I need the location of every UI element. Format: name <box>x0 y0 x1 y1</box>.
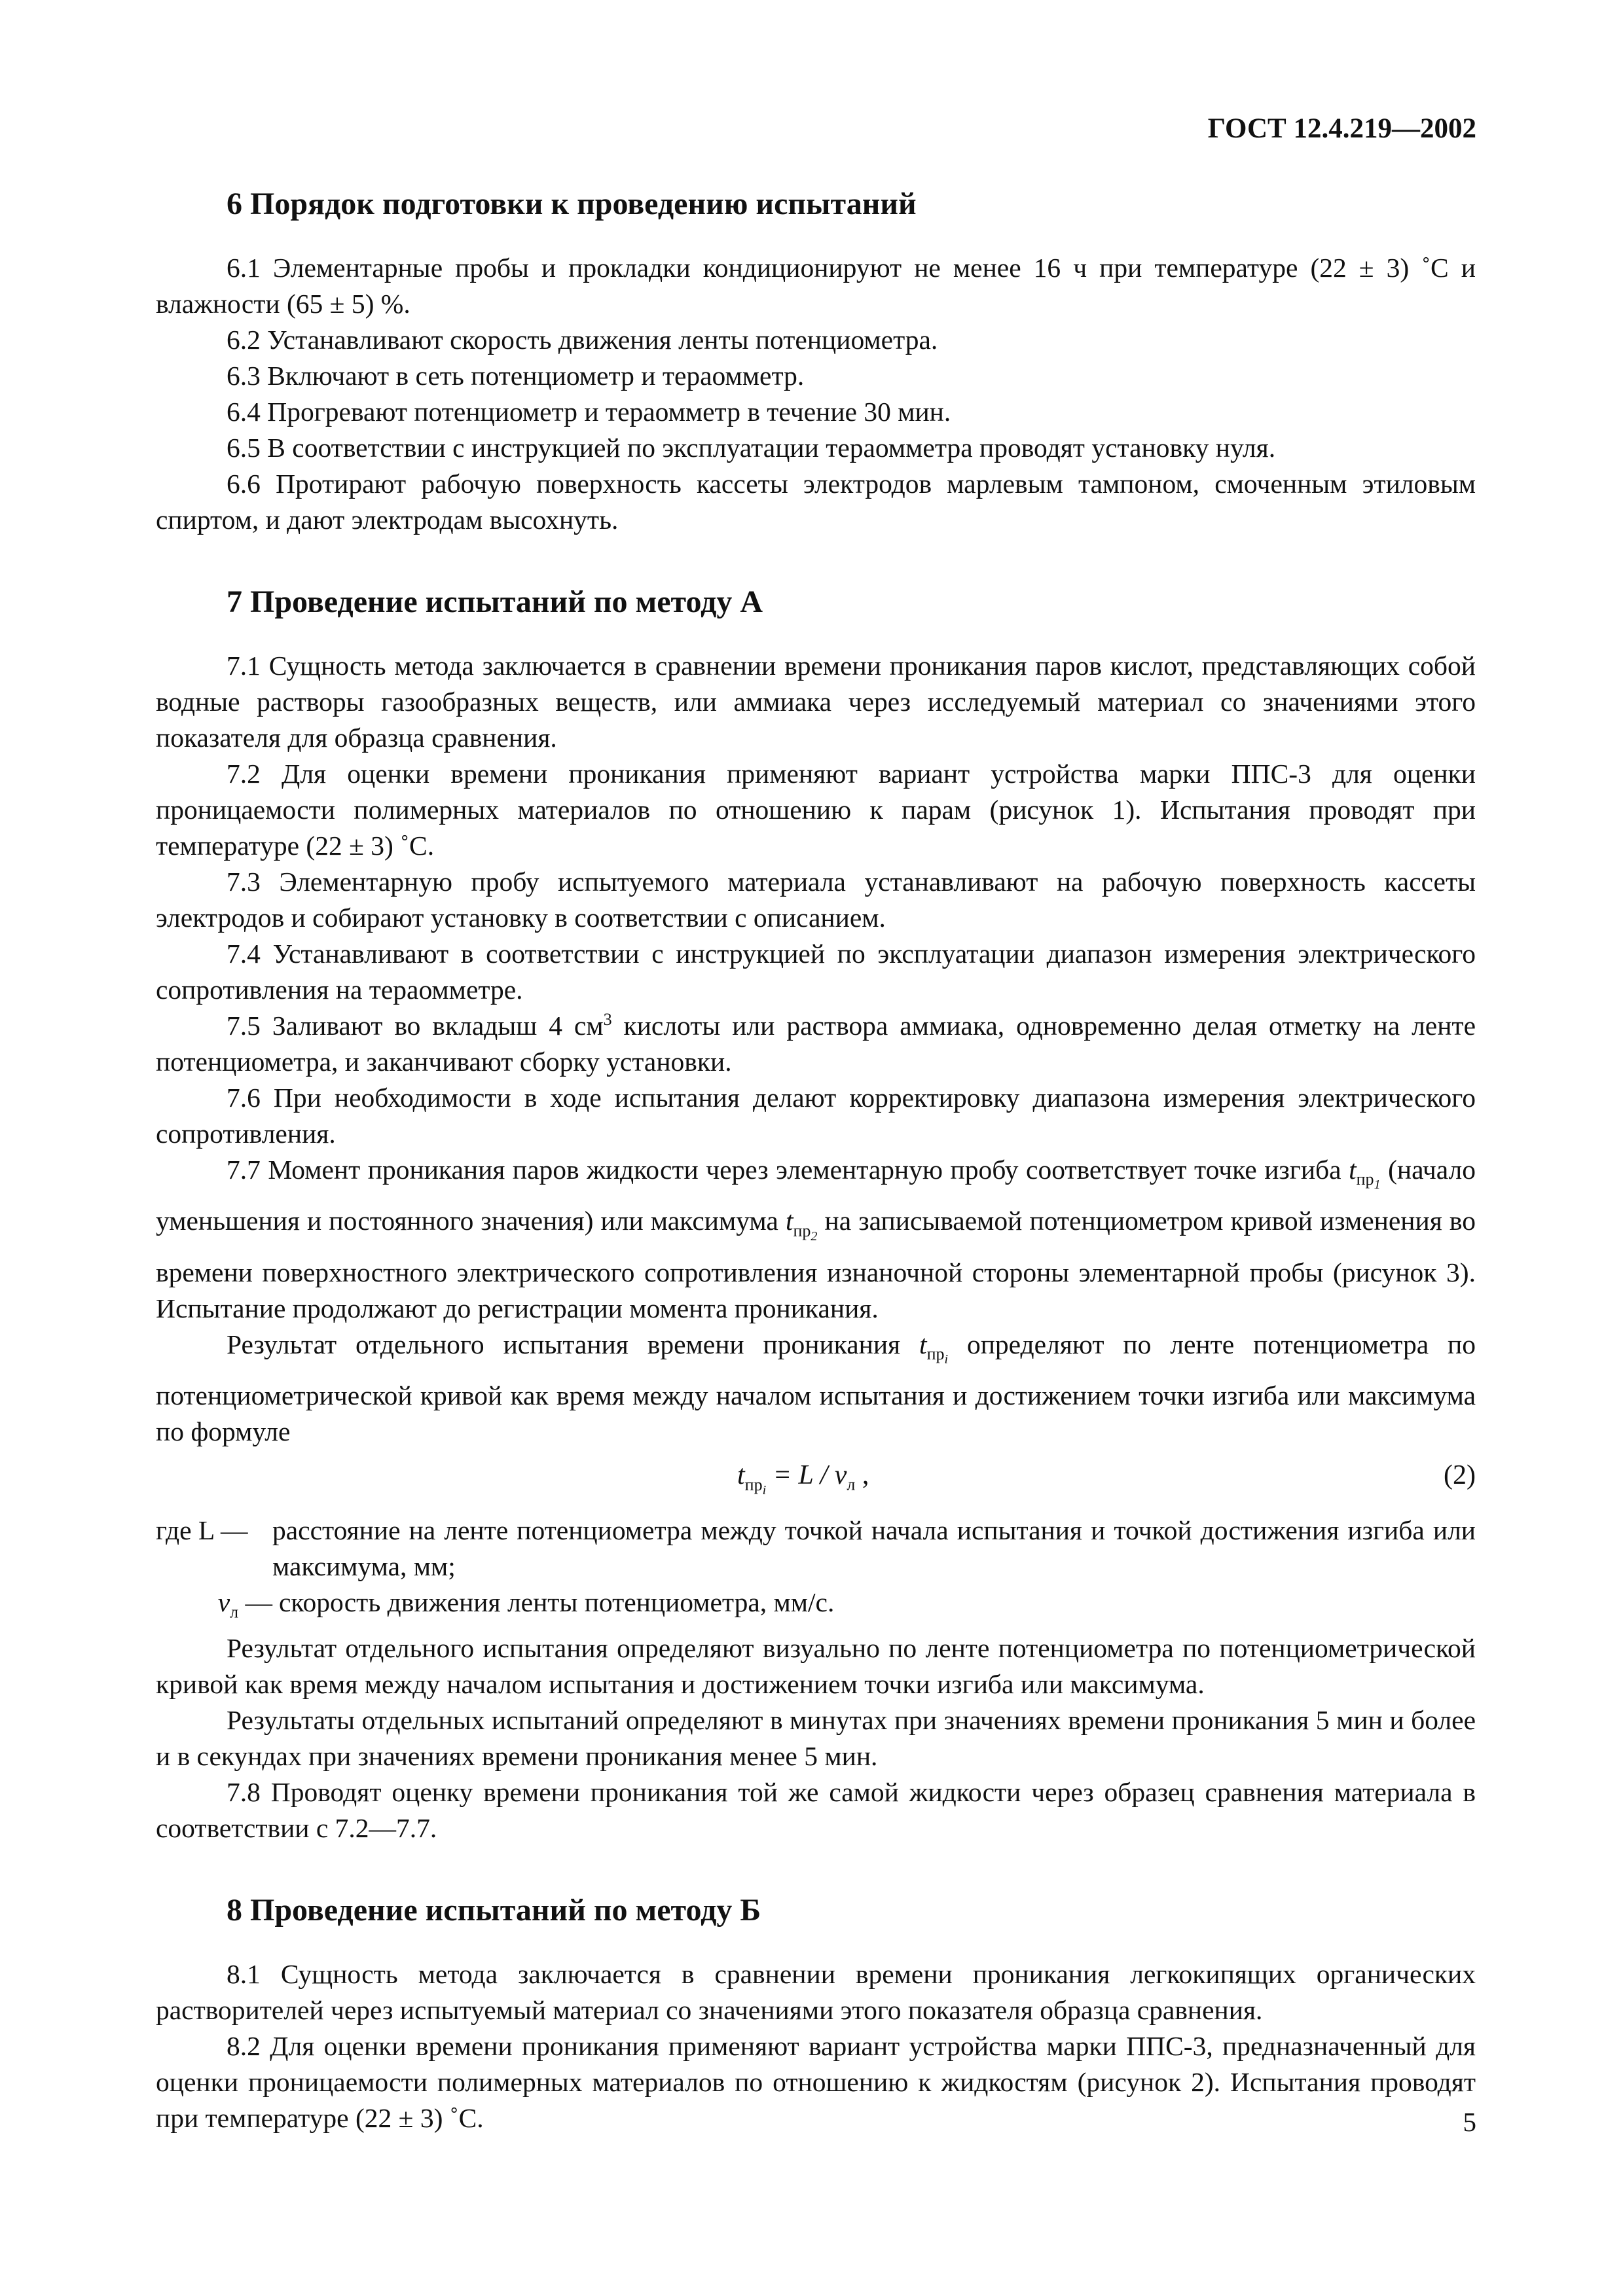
section-8-title: 8 Проведение испытаний по методу Б <box>227 1892 761 1928</box>
paragraph-6-1: 6.1 Элементарные пробы и прокладки кондиционируют не менее 16 ч при температуре (22 ± 3) ˚С и влажности (65 ± 5) %. <box>156 253 1476 319</box>
paragraph-7-2: 7.2 Для оценки времени проникания применяют вариант устройства марки ППС-3 для оценки проницаемости полимерных материалов по отношению к парам (рисунок 1). Испытания проводят при температуре (22 ± 3) ˚С. <box>156 759 1476 861</box>
paragraph-7-7 <box>156 1152 1476 1327</box>
p75-text-b: кислоты или раствора аммиака, одновременно делая отметку на ленте потенциометра, и заканчивают сборку установки. <box>156 1011 1476 1077</box>
t-pr2-symbol: $t_{пр_2}$ <box>785 1206 818 1244</box>
where-item-v <box>156 1585 1476 1630</box>
page-number: 5 <box>1463 2107 1476 2137</box>
p75-superscript: 3 <box>603 1010 612 1030</box>
paragraph-7-6: 7.6 При необходимости в ходе испытания делают корректировку диапазона измерения электрического сопротивления. <box>156 1083 1476 1149</box>
paragraph-7-4: 7.4 Устанавливают в соответствии с инструкцией по эксплуатации диапазон измерения электрического сопротивления на тераомметре. <box>156 939 1476 1005</box>
p75-text-a: 7.5 Заливают во вкладыш 4 см <box>227 1011 604 1041</box>
paragraph-7-8: 7.8 Проводят оценку времени проникания той же самой жидкости через образец сравнения материала в соответствии с 7.2—7.7. <box>156 1776 1476 1843</box>
paragraph-7-3: 7.3 Элементарную пробу испытуемого материала устанавливают на рабочую поверхность кассеты электродов и собирают установку в соответствии с описанием. <box>156 867 1476 933</box>
paragraph-6-2: 6.2 Устанавливают скорость движения ленты потенциометра. <box>227 325 938 355</box>
equation-number: (2) <box>1444 1460 1476 1491</box>
where-item-L <box>156 1513 1476 1585</box>
paragraph-7-1: 7.1 Сущность метода заключается в сравнении времени проникания паров кислот, представляющих собой водные растворы газообразных веществ, или аммиака через исследуемый материал со значениями этого показателя для образца сравнения. <box>156 651 1476 753</box>
p77-text-c: на записываемой потенциометром кривой изменения во времени поверхностного электрического сопротивления изнаночной стороны элементарной пробы (рисунок 3). Испытание продолжают до регистрации момента проникания. <box>156 1206 1476 1323</box>
paragraph-7-5 <box>156 1008 1476 1080</box>
t-pri-symbol: $t_{пр_i}$ <box>919 1329 949 1367</box>
where-desc-L: расстояние на ленте потенциометра между точкой начала испытания и точкой достижения изгиба или максимума, мм; <box>272 1515 1476 1582</box>
paragraph-8-1: 8.1 Сущность метода заключается в сравнении времени проникания легкокипящих органических растворителей через испытуемый материал со значениями этого показателя образца сравнения. <box>156 1958 1476 2025</box>
where-desc-v: скорость движения ленты потенциометра, мм/с. <box>279 1587 835 1618</box>
where-symbol-v: $v_л$ — <box>217 1587 272 1622</box>
t-pr1-symbol: $t_{пр_1}$ <box>1349 1155 1381 1193</box>
p-result-text-b: определяют по ленте потенциометра по потенциометрической кривой как время между началом испытания и достижением точки изгиба или максимума по формуле <box>156 1329 1476 1447</box>
document-code-header: ГОСТ 12.4.219—2002 <box>1207 113 1476 144</box>
paragraph-6-3: 6.3 Включают в сеть потенциометр и тераомметр. <box>227 361 805 391</box>
section-7-title: 7 Проведение испытаний по методу А <box>227 584 763 619</box>
p-result-text-a: Результат отдельного испытания времени проникания <box>227 1329 920 1359</box>
page-content <box>156 185 1476 2136</box>
formula-2 <box>156 1455 1476 1507</box>
paragraph-6-4: 6.4 Прогревают потенциометр и тераомметр в течение 30 мин. <box>227 397 951 427</box>
where-symbol-L: где L — <box>156 1515 248 1546</box>
p77-text-a: 7.7 Момент проникания паров жидкости через элементарную пробу соответствует точке изгиба <box>227 1155 1349 1185</box>
paragraph-units: Результаты отдельных испытаний определяют в минутах при значениях времени проникания 5 мин и более и в секундах при значениях времени проникания менее 5 мин. <box>156 1704 1476 1771</box>
paragraph-result <box>156 1327 1476 1450</box>
paragraph-6-6: 6.6 Протирают рабочую поверхность кассеты электродов марлевым тампоном, смоченным этиловым спиртом, и дают электродам высохнуть. <box>156 469 1476 535</box>
formula-expression: $t_{пр_i} = L / v_л$ , <box>737 1460 869 1498</box>
section-6-title: 6 Порядок подготовки к проведению испытаний <box>227 187 917 221</box>
p77-text-b: (начало уменьшения и постоянного значения) или максимума <box>156 1155 1476 1236</box>
paragraph-8-2: 8.2 Для оценки времени проникания применяют вариант устройства марки ППС-3, предназначенный для оценки проницаемости полимерных материалов по отношению к жидкостям (рисунок 2). Испытания проводят при температуре (22 ± 3) ˚С. <box>156 2030 1476 2133</box>
paragraph-visual-result: Результат отдельного испытания определяют визуально по ленте потенциометра по потенциометрической кривой как время между началом испытания и достижением точки изгиба или максимума. <box>156 1632 1476 1699</box>
paragraph-6-5: 6.5 В соответствии с инструкцией по эксплуатации тераомметра проводят установку нуля. <box>227 433 1276 463</box>
